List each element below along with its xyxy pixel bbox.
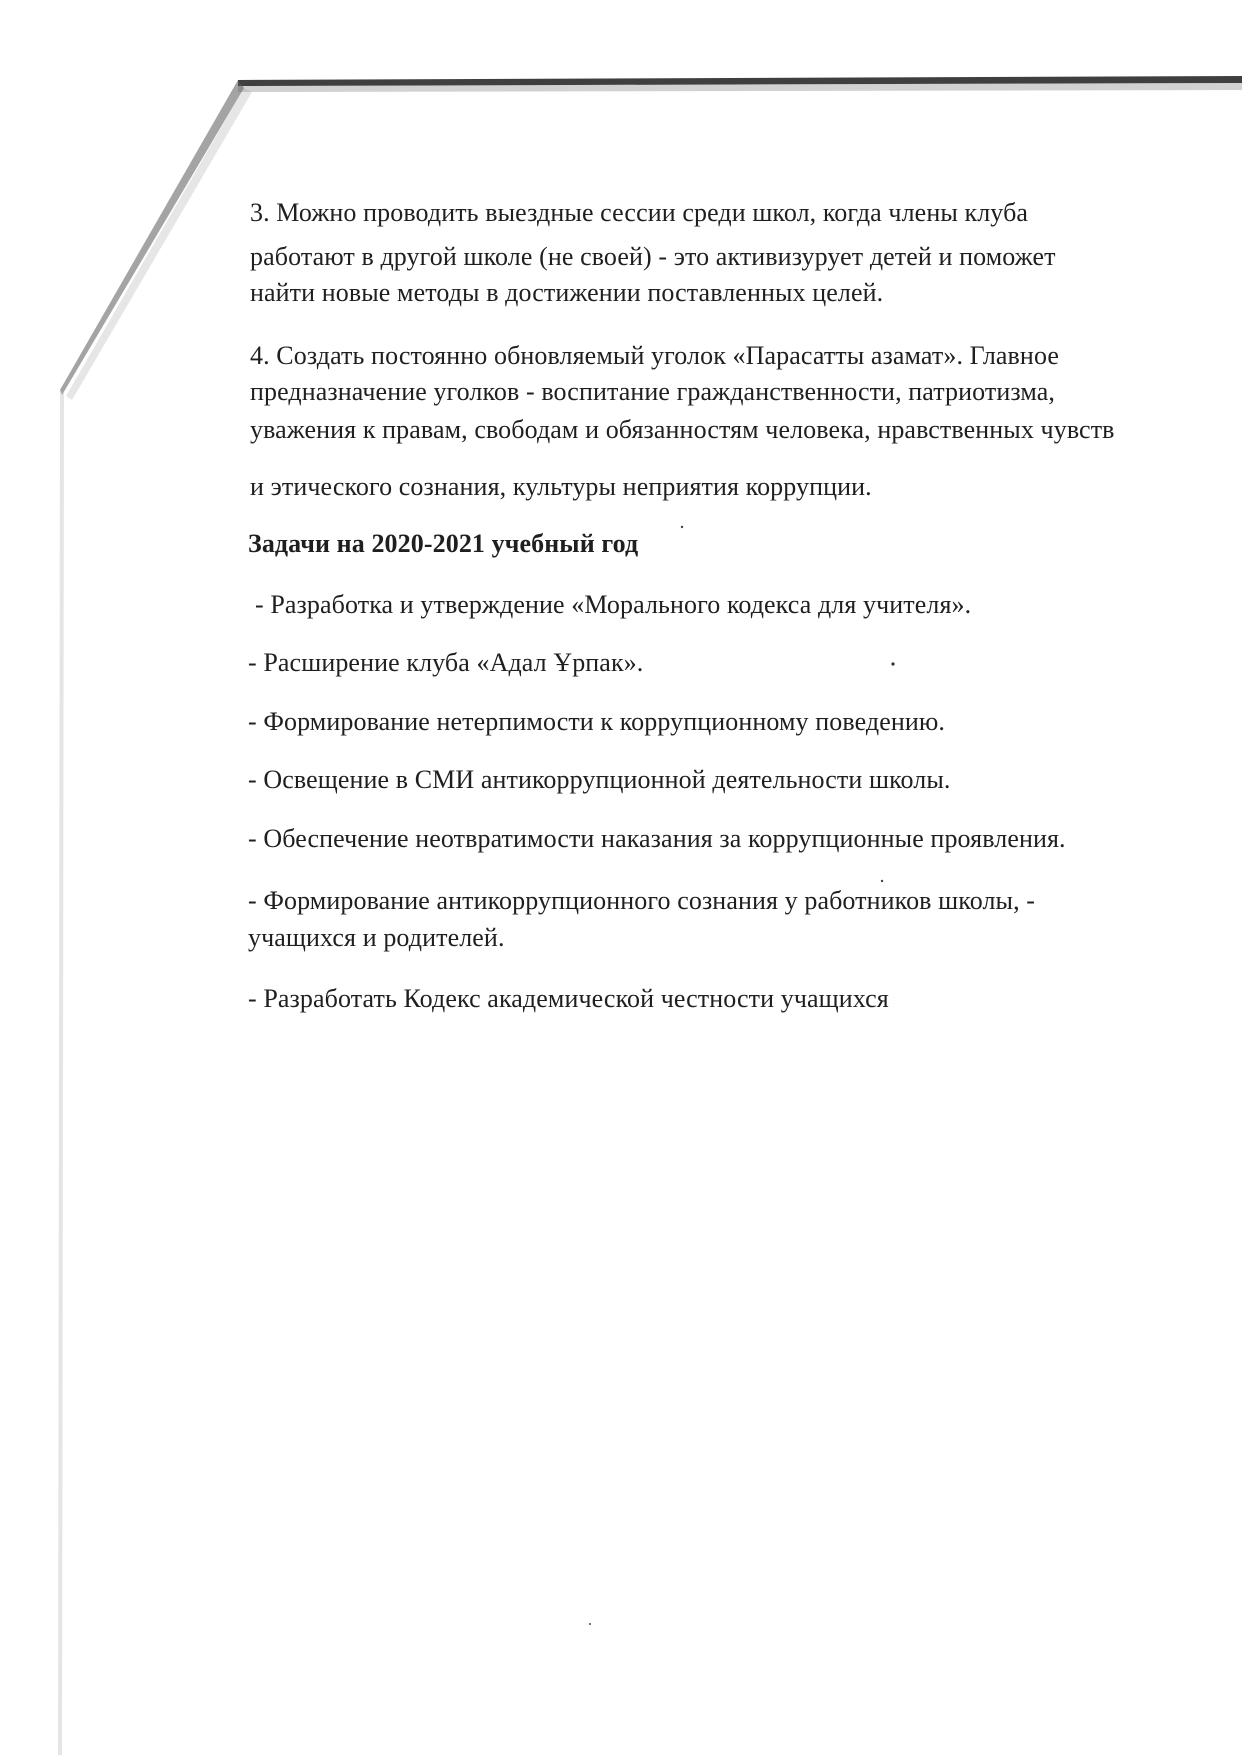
p3-line-3: найти новые методы в достижении поставленных целей. <box>250 278 884 307</box>
task-item: - Формирование антикоррупционного сознания у работников школы, - <box>248 886 1036 915</box>
task-item: - Обеспечение неотвратимости наказания за коррупционные проявления. <box>248 824 1066 853</box>
task-item: - Расширение клуба «Адал Ұрпак». <box>248 648 644 677</box>
tasks-heading: Задачи на 2020-2021 учебный год <box>248 529 639 558</box>
p3-line-2: работают в другой школе (не своей) - это активизурует детей и поможет <box>250 242 1056 271</box>
task-item: - Разработка и утверждение «Морального кодекса для учителя». <box>255 590 972 619</box>
p4-line-1: 4. Создать постоянно обновляемый уголок «Парасатты азамат». Главное <box>250 341 1060 370</box>
task-item: - Разработать Кодекс академической честности учащихся <box>248 984 889 1013</box>
p4-line-2: предназначение уголков - воспитание гражданственности, патриотизма, <box>250 377 1055 406</box>
task-item-continuation: учащихся и родителей. <box>248 923 505 952</box>
p3-line-1: 3. Можно проводить выездные сессии среди школ, когда члены клуба <box>250 198 1029 227</box>
p4-line-4: и этического сознания, культуры неприятия коррупции. <box>250 472 872 501</box>
task-item: - Освещение в СМИ антикоррупционной деятельности школы. <box>248 765 951 794</box>
p4-line-3: уважения к правам, свободам и обязанностям человека, нравственных чувств <box>250 415 1115 444</box>
task-item: - Формирование нетерпимости к коррупционному поведению. <box>248 707 946 736</box>
